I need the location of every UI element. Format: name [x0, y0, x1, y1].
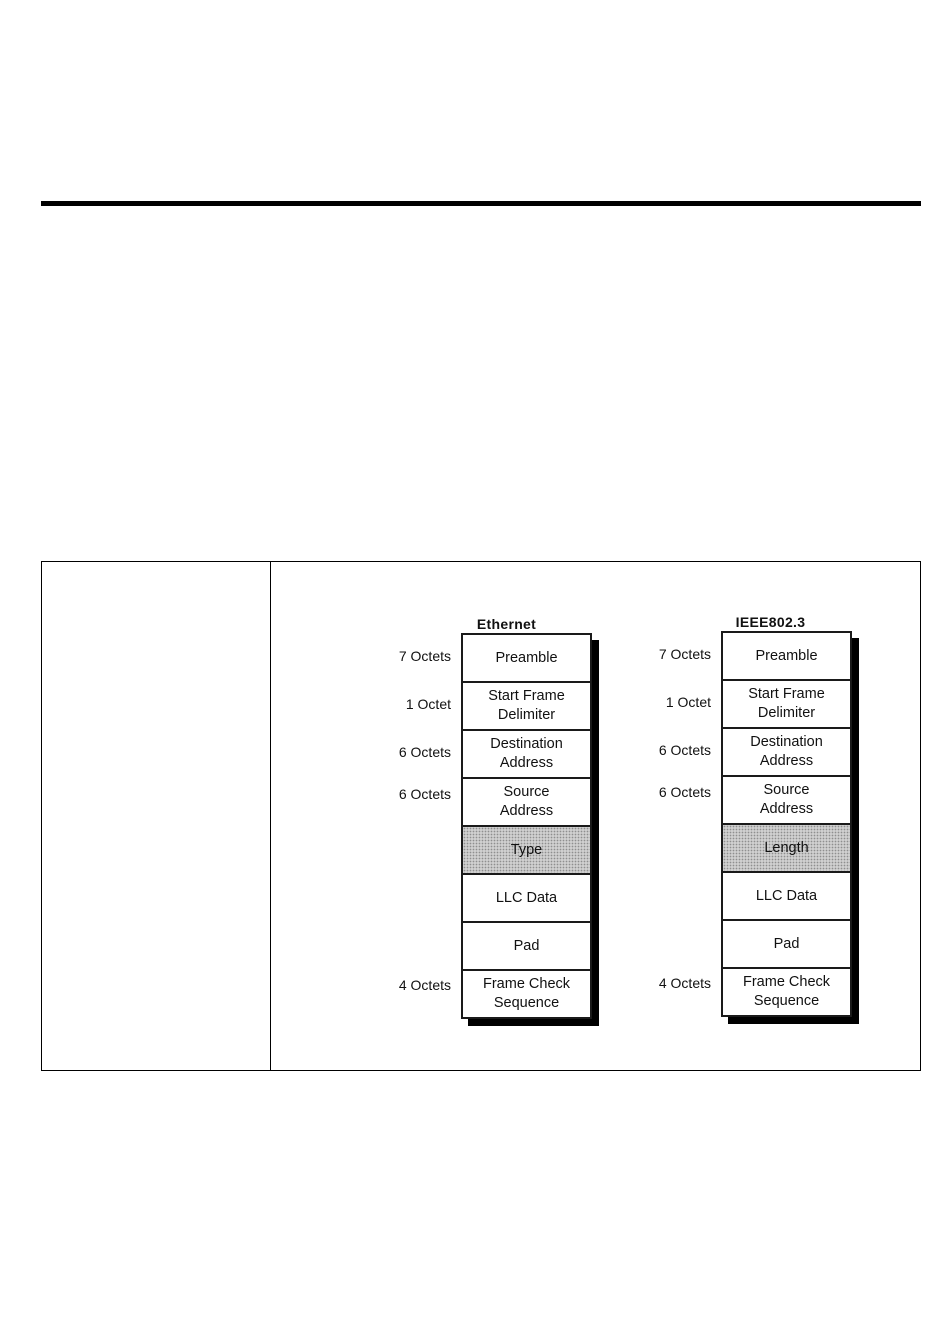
field-size-label: 7 Octets	[658, 646, 711, 662]
top-horizontal-rule	[41, 201, 921, 206]
frame-field: Start Frame Delimiter	[721, 679, 852, 729]
field-size-label: 6 Octets	[398, 786, 451, 802]
frame-field: LLC Data	[721, 871, 852, 921]
frame-title: IEEE802.3	[735, 614, 806, 630]
frame-field: Source Address	[461, 777, 592, 827]
figure-caption-cell	[42, 562, 271, 1070]
frame-field-stack	[721, 631, 852, 1017]
frame-field: Pad	[721, 919, 852, 969]
field-size-label: 6 Octets	[658, 742, 711, 758]
field-size-label: 6 Octets	[658, 784, 711, 800]
field-size-label: 1 Octet	[665, 694, 711, 710]
frame-field: Preamble	[461, 633, 592, 683]
frame-field: Pad	[461, 921, 592, 971]
frame-field: Start Frame Delimiter	[461, 681, 592, 731]
frame-field: Frame Check Sequence	[461, 969, 592, 1019]
field-size-label: 4 Octets	[658, 975, 711, 991]
frame-field-stack	[461, 633, 592, 1019]
frame-title: Ethernet	[476, 616, 537, 632]
frame-field: Type	[461, 825, 592, 875]
field-size-label: 7 Octets	[398, 648, 451, 664]
frame-field: Destination Address	[721, 727, 852, 777]
field-size-label: 6 Octets	[398, 744, 451, 760]
frame-field: Destination Address	[461, 729, 592, 779]
frame-field: LLC Data	[461, 873, 592, 923]
field-size-label: 1 Octet	[405, 696, 451, 712]
frame-field: Source Address	[721, 775, 852, 825]
frame-field: Preamble	[721, 631, 852, 681]
figure-diagram-cell	[271, 562, 920, 1070]
field-size-label: 4 Octets	[398, 977, 451, 993]
frame-field: Frame Check Sequence	[721, 967, 852, 1017]
frame-field: Length	[721, 823, 852, 873]
figure-table	[41, 561, 921, 1071]
